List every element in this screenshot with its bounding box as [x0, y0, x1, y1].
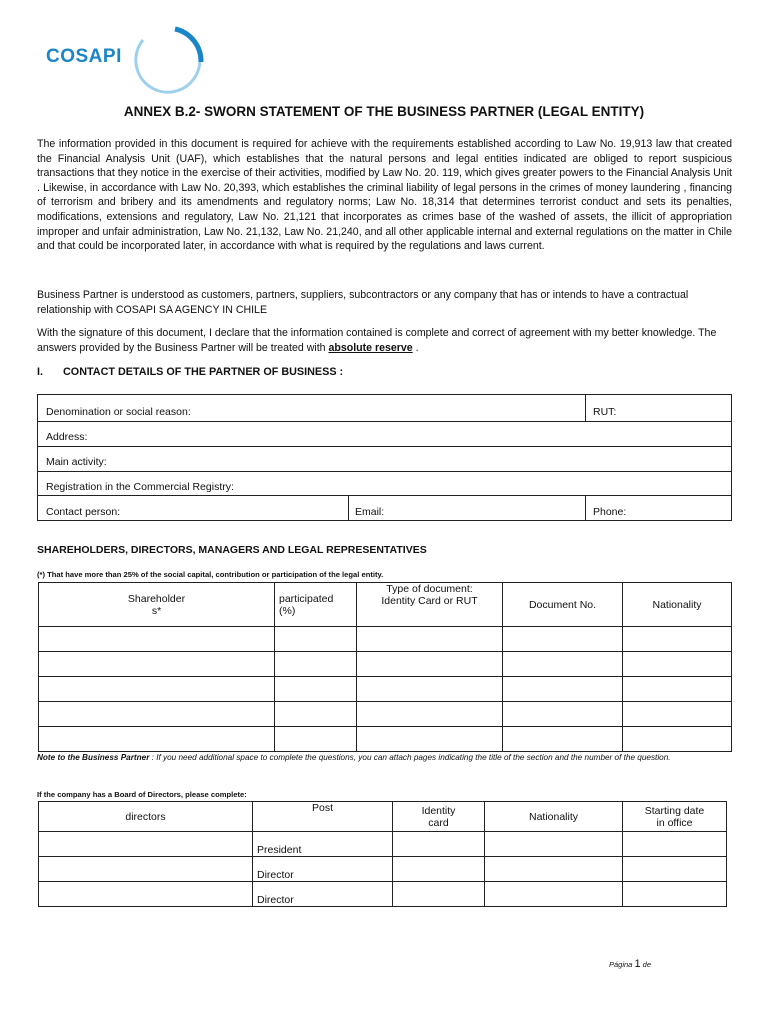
col-divider: [585, 394, 586, 421]
board-table: [38, 801, 727, 907]
table-cell[interactable]: [623, 627, 732, 652]
table-cell[interactable]: [503, 652, 623, 677]
address-field-label: Address:: [46, 431, 88, 443]
cosapi-logo: [46, 26, 216, 96]
signature-text: With the signature of this document, I declare that the information contained is complete and correct of agreement with my better knowledge. The answers provided by the Business Partner will be treated with: [37, 327, 717, 354]
section-1-number: I.: [37, 366, 43, 378]
post-president-cell: President: [253, 832, 393, 857]
registration-field-label: Registration in the Commercial Registry:: [46, 481, 234, 493]
document-type-header-line2: Identity Card or RUT: [381, 595, 478, 607]
table-cell[interactable]: [39, 727, 275, 752]
table-cell[interactable]: [275, 652, 357, 677]
row-divider: [37, 421, 732, 422]
document-number-header: Document No.: [503, 583, 623, 627]
identity-card-header-line2: card: [428, 816, 449, 829]
main-activity-field-label: Main activity:: [46, 456, 107, 468]
table-cell[interactable]: [485, 832, 623, 857]
table-row: [39, 857, 727, 882]
table-cell[interactable]: [39, 832, 253, 857]
col-divider: [348, 495, 349, 521]
post-director-cell: Director: [253, 882, 393, 907]
identity-card-header-line1: Identity: [421, 804, 456, 817]
table-cell[interactable]: [39, 882, 253, 907]
directors-header: directors: [39, 802, 253, 832]
row-divider: [37, 495, 732, 496]
table-row: [39, 627, 732, 652]
page-number: 1: [634, 958, 641, 970]
table-cell[interactable]: [485, 857, 623, 882]
starting-date-header-line1: Starting date: [644, 804, 705, 817]
table-cell[interactable]: [623, 702, 732, 727]
signature-paragraph: [37, 326, 732, 355]
table-cell[interactable]: [39, 677, 275, 702]
table-cell[interactable]: [39, 627, 275, 652]
shareholders-header-line2: s*: [151, 604, 162, 617]
section-1-heading: [37, 366, 343, 378]
table-cell[interactable]: [623, 727, 732, 752]
table-cell[interactable]: [623, 677, 732, 702]
participated-header-line1: participated: [279, 592, 334, 605]
participated-header: [275, 583, 357, 627]
table-cell[interactable]: [357, 627, 503, 652]
shareholders-heading: SHAREHOLDERS, DIRECTORS, MANAGERS AND LEGAL REPRESENTATIVES: [37, 544, 427, 556]
table-row: [39, 652, 732, 677]
intro-paragraph: The information provided in this document is required for achieve with the requirements established according to Law No. 19,913 law that created the Financial Analysis Unit (UAF), which establishes that the natural persons and legal entities indicated are obliged to report suspicious transactions that they notice in the exercise of their activities, modified by Law No. 20. 119, which gives greater powers to the Financial Analysis Unit . Likewise, in accordance with Law No. 20,393, which establishes the criminal liability of legal persons in the crimes of money laundering , financing of terrorism and bribery and its amendments and regulatory norms; Law No. 18,314 that determines terrorist conduct and sets its penalties, modifications, extensions and regulatory, Law No. 21,121 that incorporates as crimes base of the washed of assets, the illicit of appropriation improper and unfair administration, Law No. 21,132, Law No. 21,240, and all other applicable internal and external regulations on the matter in Chile and that could be incorporated later, in accordance with what is required by the regulations and laws current.: [37, 138, 732, 253]
page-suffix: de: [642, 960, 652, 969]
table-cell[interactable]: [503, 627, 623, 652]
table-row: [39, 832, 727, 857]
table-cell[interactable]: [357, 702, 503, 727]
table-cell[interactable]: [357, 652, 503, 677]
table-cell[interactable]: [393, 857, 485, 882]
table-cell[interactable]: [503, 727, 623, 752]
row-divider: [37, 446, 732, 447]
post-director-cell: Director: [253, 857, 393, 882]
table-cell[interactable]: [623, 652, 732, 677]
shareholders-footnote: (*) That have more than 25% of the social capital, contribution or participation of the legal entity.: [37, 570, 384, 579]
document-type-header: [357, 583, 503, 627]
denomination-field-label: Denomination or social reason:: [46, 406, 191, 418]
table-row: [39, 727, 732, 752]
table-cell[interactable]: [275, 727, 357, 752]
shareholders-header-line1: Shareholder: [127, 592, 186, 605]
phone-field-label: Phone:: [593, 506, 627, 518]
table-cell[interactable]: [357, 727, 503, 752]
table-cell[interactable]: [275, 677, 357, 702]
absolute-reserve-text: absolute reserve: [328, 341, 413, 354]
table-cell[interactable]: [39, 857, 253, 882]
table-cell[interactable]: [357, 677, 503, 702]
participated-header-line2: (%): [279, 604, 296, 617]
note-text: : If you need additional space to complete the questions, you can attach pages indicating the title of the section and the number of the question.: [149, 753, 671, 762]
page-label: Página: [609, 960, 633, 969]
shareholders-header: [39, 583, 275, 627]
table-cell[interactable]: [393, 832, 485, 857]
table-cell[interactable]: [503, 702, 623, 727]
section-1-title: CONTACT DETAILS OF THE PARTNER OF BUSINESS :: [63, 366, 344, 378]
post-header: Post: [253, 802, 393, 832]
table-header-row: [39, 802, 727, 832]
col-divider: [585, 495, 586, 521]
table-cell[interactable]: [393, 882, 485, 907]
board-intro: If the company has a Board of Directors, please complete:: [37, 790, 247, 799]
table-cell[interactable]: [623, 832, 727, 857]
identity-card-header: [393, 802, 485, 832]
starting-date-header-line2: in office: [656, 816, 693, 829]
signature-end: .: [412, 341, 419, 354]
table-cell[interactable]: [623, 882, 727, 907]
nationality-header: Nationality: [623, 583, 732, 627]
table-row: [39, 882, 727, 907]
row-divider: [37, 471, 732, 472]
table-header-row: [39, 583, 732, 627]
logo-text: COSAPI: [46, 46, 122, 67]
note-label: Note to the Business Partner: [37, 753, 150, 762]
contact-person-field-label: Contact person:: [46, 506, 121, 518]
shareholders-table: [38, 582, 732, 752]
table-row: [39, 677, 732, 702]
table-row: [39, 702, 732, 727]
table-cell[interactable]: [275, 627, 357, 652]
table-cell[interactable]: [503, 677, 623, 702]
starting-date-header: [623, 802, 727, 832]
page-footer: [609, 958, 651, 970]
partner-definition-paragraph: Business Partner is understood as customers, partners, suppliers, subcontractors or any company that has or intends to have a contractual relationship with COSAPI SA AGENCY IN CHILE: [37, 289, 689, 316]
table-cell[interactable]: [39, 652, 275, 677]
logo-ring-icon: [131, 26, 207, 96]
business-partner-note: [37, 752, 677, 765]
email-field-label: Email:: [355, 506, 385, 518]
document-type-header-line1: Type of document:: [386, 583, 473, 595]
rut-field-label: RUT:: [593, 406, 617, 418]
table-cell[interactable]: [623, 857, 727, 882]
table-cell[interactable]: [485, 882, 623, 907]
document-title: ANNEX B.2- SWORN STATEMENT OF THE BUSINESS PARTNER (LEGAL ENTITY): [123, 104, 645, 119]
table-cell[interactable]: [275, 702, 357, 727]
board-nationality-header: Nationality: [485, 802, 623, 832]
table-cell[interactable]: [39, 702, 275, 727]
